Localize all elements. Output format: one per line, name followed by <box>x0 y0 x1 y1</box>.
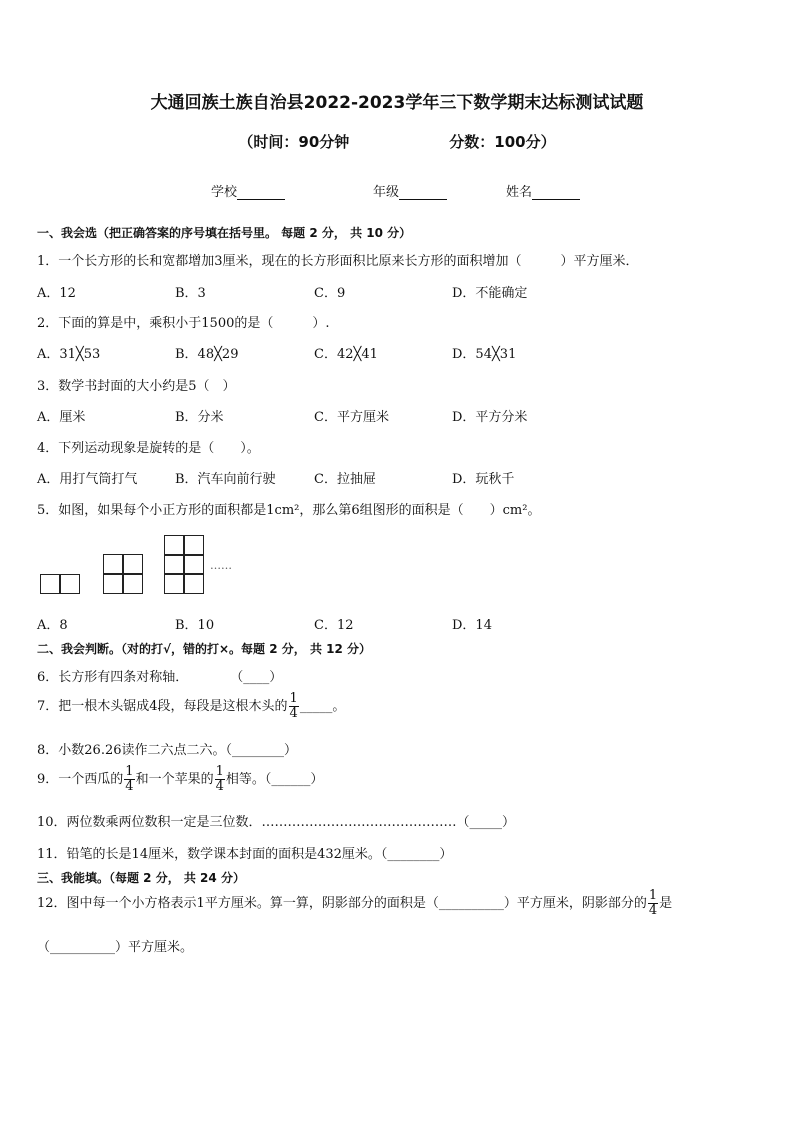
q5-option-a[interactable]: A．8 <box>37 618 68 633</box>
question-10: 10．两位数乘两位数积一定是三位数．………………………………………（_____） <box>37 815 516 830</box>
q2-option-b[interactable]: B．48╳29 <box>175 347 239 362</box>
q5-option-d[interactable]: D．14 <box>452 618 492 633</box>
question-5: 5．如图，如果每个小正方形的面积都是1cm²，那么第6组图形的面积是（ ）cm²。 <box>37 503 541 518</box>
q1-option-a[interactable]: A．12 <box>37 286 76 301</box>
question-2: 2．下面的算是中，乘积小于1500的是（ ）. <box>37 316 330 331</box>
question-11: 11．铅笔的长是14厘米，数学课本封面的面积是432厘米。（________） <box>37 847 453 862</box>
question-7: 7．把一根木头锯成4段，每段是这根木头的 $\frac{1}{4}$ _____。 <box>37 691 346 721</box>
q4-option-c[interactable]: C．拉抽屉 <box>314 472 376 487</box>
q3-option-a[interactable]: A．厘米 <box>37 410 86 425</box>
fraction-one-quarter: $\frac{1}{4}$ <box>215 764 224 794</box>
fraction-one-quarter: $\frac{1}{4}$ <box>289 691 298 721</box>
q1-option-b[interactable]: B．3 <box>175 286 206 301</box>
fraction-one-quarter: $\frac{1}{4}$ <box>125 764 134 794</box>
q3-option-b[interactable]: B．分米 <box>175 410 224 425</box>
q9-answer-blank[interactable]: 相等。（______） <box>225 772 324 787</box>
fraction-one-quarter: $\frac{1}{4}$ <box>648 888 658 918</box>
exam-score: 分数：100分） <box>449 133 556 151</box>
q7-answer-blank[interactable]: _____。 <box>299 699 346 714</box>
name-field[interactable]: 姓名 <box>506 181 580 200</box>
grade-field[interactable]: 年级 <box>373 181 447 200</box>
q2-option-d[interactable]: D．54╳31 <box>452 347 517 362</box>
q3-option-c[interactable]: C．平方厘米 <box>314 410 389 425</box>
q3-option-d[interactable]: D．平方分米 <box>452 410 528 425</box>
school-field[interactable]: 学校 <box>211 181 285 200</box>
q4-option-b[interactable]: B．汽车向前行驶 <box>175 472 276 487</box>
exam-time: （时间：90分钟 <box>238 133 350 151</box>
question-9: 9．一个西瓜的 $\frac{1}{4}$ 和一个苹果的 $\frac{1}{4}$ 相等。（______） <box>37 764 324 794</box>
q4-option-a[interactable]: A．用打气筒打气 <box>37 472 138 487</box>
question-12-line-2[interactable]: （__________）平方厘米。 <box>37 940 194 955</box>
question-4: 4．下列运动现象是旋转的是（ ）。 <box>37 441 260 456</box>
question-3: 3．数学书封面的大小约是5（ ） <box>37 379 236 394</box>
q2-option-a[interactable]: A．31╳53 <box>37 347 101 362</box>
section-1-heading: 一、我会选（把正确答案的序号填在括号里。 每题 2 分， 共 10 分） <box>37 226 412 240</box>
q5-option-b[interactable]: B．10 <box>175 618 215 633</box>
question-12: 12．图中每一个小方格表示1平方厘米。算一算，阴影部分的面积是（__________）平方厘米，阴影部分的 $\frac{1}{4}$ 是 <box>37 888 673 918</box>
q4-option-d[interactable]: D．玩秋千 <box>452 472 515 487</box>
question-8: 8．小数26.26读作二六点二六。（________） <box>37 743 297 758</box>
q5-ellipsis: …… <box>210 559 232 572</box>
section-2-heading: 二、我会判断。（对的打√，错的打×。每题 2 分， 共 12 分） <box>37 642 371 656</box>
page-title: 大通回族土族自治县2022-2023学年三下数学期末达标测试试题 <box>150 93 644 113</box>
question-6: 6．长方形有四条对称轴． （____） <box>37 670 283 685</box>
exam-subtitle <box>0 131 794 152</box>
q1-option-c[interactable]: C．9 <box>314 286 346 301</box>
q2-option-c[interactable]: C．42╳41 <box>314 347 378 362</box>
q6-answer-blank[interactable]: （____） <box>230 670 283 685</box>
section-3-heading: 三、我能填。（每题 2 分， 共 24 分） <box>37 871 245 885</box>
question-1: 1．一个长方形的长和宽都增加3厘米，现在的长方形面积比原来长方形的面积增加（ ）平方厘米． <box>37 254 639 269</box>
q5-option-c[interactable]: C．12 <box>314 618 354 633</box>
q1-option-d[interactable]: D．不能确定 <box>452 286 528 301</box>
